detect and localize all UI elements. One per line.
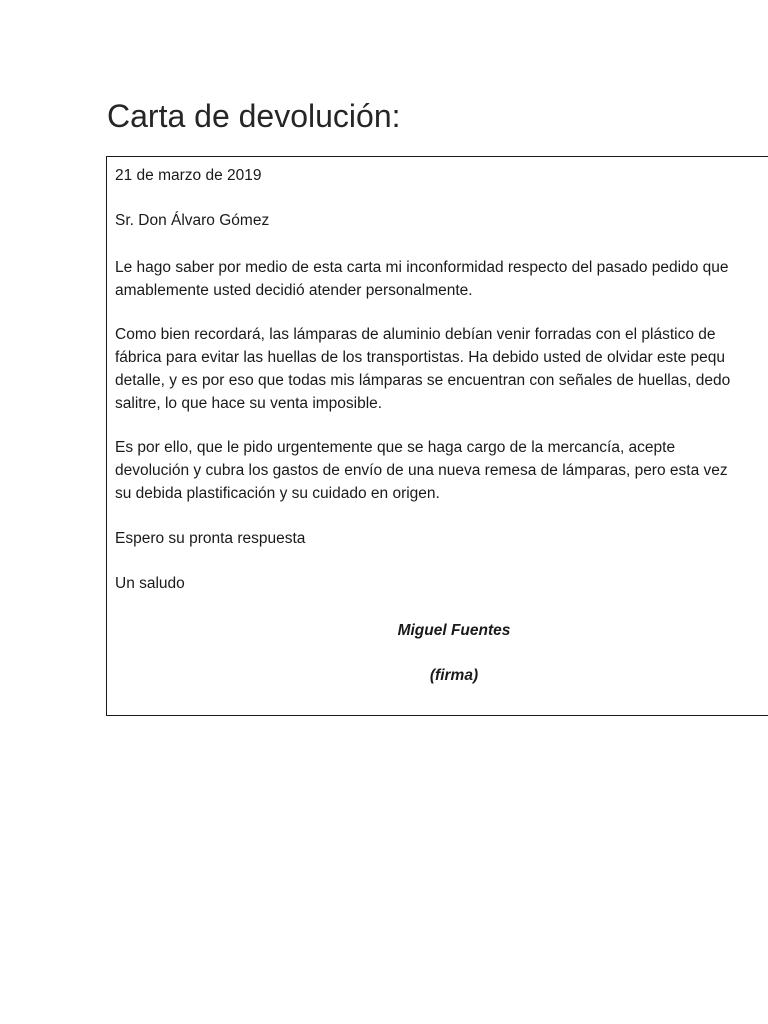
closing-line-2: Un saludo bbox=[115, 575, 185, 592]
paragraph-3-line-1: Es por ello, que le pido urgentemente que se haga cargo de la mercancía, acepte bbox=[115, 439, 676, 456]
signature-name: Miguel Fuentes bbox=[397, 622, 511, 639]
document-title: Carta de devolución: bbox=[107, 98, 401, 134]
paragraph-3-line-2: devolución y cubra los gastos de envío de una nueva remesa de lámparas, pero esta vez bbox=[115, 462, 728, 479]
paragraph-2-line-2: fábrica para evitar las huellas de los transportistas. Ha debido usted de olvidar este pequ bbox=[115, 349, 726, 366]
paragraph-2-line-3: detalle, y es por eso que todas mis lámparas se encuentran con señales de huellas, dedo bbox=[115, 372, 731, 389]
signature-note: (firma) bbox=[429, 667, 479, 684]
paragraph-2-line-1: Como bien recordará, las lámparas de aluminio debían venir forradas con el plástico de bbox=[115, 326, 716, 343]
letter-date: 21 de marzo de 2019 bbox=[115, 167, 262, 184]
letter-recipient: Sr. Don Álvaro Gómez bbox=[115, 212, 270, 229]
paragraph-1-line-1: Le hago saber por medio de esta carta mi inconformidad respecto del pasado pedido que bbox=[115, 259, 729, 276]
paragraph-1-line-2: amablemente usted decidió atender personalmente. bbox=[115, 282, 473, 299]
paragraph-3-line-3: su debida plastificación y su cuidado en origen. bbox=[115, 485, 440, 502]
paragraph-2-line-4: salitre, lo que hace su venta imposible. bbox=[115, 395, 383, 412]
closing-line-1: Espero su pronta respuesta bbox=[115, 530, 306, 547]
